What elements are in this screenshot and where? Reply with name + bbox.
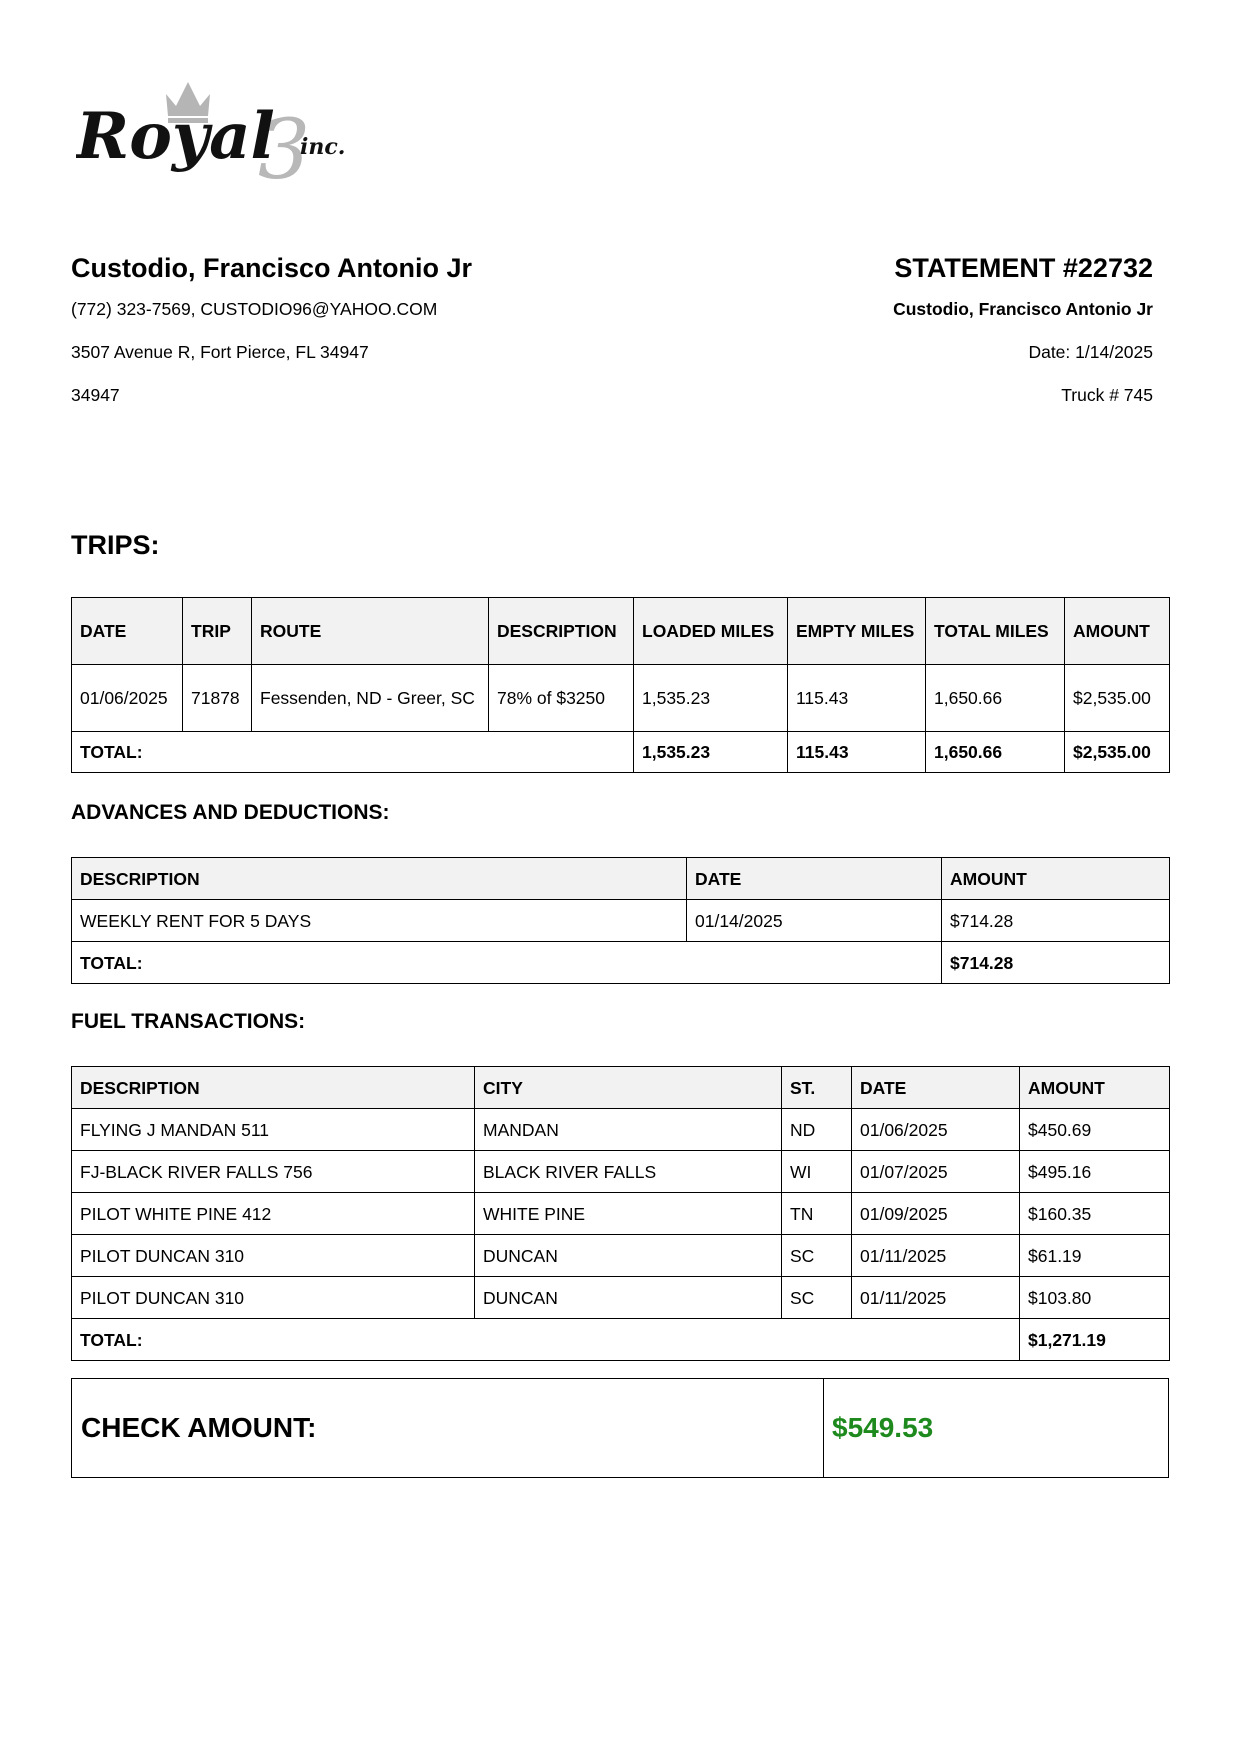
fuel-city: WHITE PINE — [475, 1193, 782, 1235]
total-label: TOTAL: — [72, 1319, 1020, 1361]
fuel-state: TN — [782, 1193, 852, 1235]
trip-description: 78% of $3250 — [489, 665, 634, 732]
logo-suffix: inc. — [300, 134, 346, 160]
driver-name: Custodio, Francisco Antonio Jr — [71, 253, 473, 283]
total-empty-miles: 115.43 — [788, 732, 926, 773]
trip-route: Fessenden, ND - Greer, SC — [252, 665, 489, 732]
truck-number: Truck # 745 — [1061, 385, 1153, 405]
advances-table — [71, 857, 1170, 984]
fuel-amount: $61.19 — [1020, 1235, 1170, 1277]
total-row — [72, 732, 1170, 773]
total-amount: $2,535.00 — [1065, 732, 1170, 773]
column-header-city: CITY — [475, 1067, 782, 1109]
driver-address: 3507 Avenue R, Fort Pierce, FL 34947 — [71, 342, 369, 362]
column-header-loaded-miles: LOADED MILES — [634, 598, 788, 665]
table-row — [72, 1235, 1170, 1277]
total-row — [72, 1319, 1170, 1361]
column-header-description: DESCRIPTION — [489, 598, 634, 665]
table-row — [72, 1277, 1170, 1319]
statement-title: STATEMENT #22732 — [894, 253, 1153, 283]
trips-table — [71, 597, 1170, 773]
column-header-amount: AMOUNT — [1065, 598, 1170, 665]
fuel-city: DUNCAN — [475, 1277, 782, 1319]
table-header-row — [72, 598, 1170, 665]
total-loaded-miles: 1,535.23 — [634, 732, 788, 773]
trips-heading: TRIPS: — [71, 530, 160, 560]
check-amount-value: $549.53 — [832, 1412, 934, 1443]
fuel-date: 01/09/2025 — [852, 1193, 1020, 1235]
total-label: TOTAL: — [72, 732, 634, 773]
fuel-description: FLYING J MANDAN 511 — [72, 1109, 475, 1151]
company-logo — [76, 78, 386, 188]
column-header-description: DESCRIPTION — [72, 858, 687, 900]
trip-loaded-miles: 1,535.23 — [634, 665, 788, 732]
fuel-amount: $160.35 — [1020, 1193, 1170, 1235]
column-header-trip: TRIP — [183, 598, 252, 665]
fuel-description: PILOT WHITE PINE 412 — [72, 1193, 475, 1235]
table-row — [72, 1151, 1170, 1193]
fuel-state: SC — [782, 1277, 852, 1319]
advance-description: WEEKLY RENT FOR 5 DAYS — [72, 900, 687, 942]
total-total-miles: 1,650.66 — [926, 732, 1065, 773]
fuel-state: ND — [782, 1109, 852, 1151]
driver-contact: (772) 323-7569, CUSTODIO96@YAHOO.COM — [71, 299, 438, 319]
fuel-city: BLACK RIVER FALLS — [475, 1151, 782, 1193]
total-row — [72, 942, 1170, 984]
statement-name: Custodio, Francisco Antonio Jr — [893, 299, 1153, 319]
column-header-date: DATE — [72, 598, 183, 665]
fuel-description: PILOT DUNCAN 310 — [72, 1277, 475, 1319]
column-header-state: ST. — [782, 1067, 852, 1109]
total-amount: $1,271.19 — [1020, 1319, 1170, 1361]
column-header-date: DATE — [687, 858, 942, 900]
check-amount-box — [71, 1378, 1169, 1478]
advance-date: 01/14/2025 — [687, 900, 942, 942]
column-header-amount: AMOUNT — [1020, 1067, 1170, 1109]
fuel-date: 01/06/2025 — [852, 1109, 1020, 1151]
fuel-city: MANDAN — [475, 1109, 782, 1151]
column-header-route: ROUTE — [252, 598, 489, 665]
fuel-date: 01/07/2025 — [852, 1151, 1020, 1193]
fuel-amount: $450.69 — [1020, 1109, 1170, 1151]
fuel-heading: FUEL TRANSACTIONS: — [71, 1010, 306, 1033]
fuel-date: 01/11/2025 — [852, 1235, 1020, 1277]
column-header-description: DESCRIPTION — [72, 1067, 475, 1109]
column-header-date: DATE — [852, 1067, 1020, 1109]
fuel-description: PILOT DUNCAN 310 — [72, 1235, 475, 1277]
table-header-row — [72, 858, 1170, 900]
fuel-city: DUNCAN — [475, 1235, 782, 1277]
fuel-amount: $103.80 — [1020, 1277, 1170, 1319]
column-header-empty-miles: EMPTY MILES — [788, 598, 926, 665]
check-amount-label: CHECK AMOUNT: — [72, 1379, 824, 1477]
trip-empty-miles: 115.43 — [788, 665, 926, 732]
statement-date: Date: 1/14/2025 — [1028, 342, 1153, 362]
advance-amount: $714.28 — [942, 900, 1170, 942]
logo-numeral: 3 — [258, 103, 311, 188]
column-header-amount: AMOUNT — [942, 858, 1170, 900]
fuel-description: FJ-BLACK RIVER FALLS 756 — [72, 1151, 475, 1193]
driver-zip: 34947 — [71, 385, 120, 405]
table-header-row — [72, 1067, 1170, 1109]
trip-total-miles: 1,650.66 — [926, 665, 1065, 732]
table-row — [72, 1193, 1170, 1235]
trip-date: 01/06/2025 — [72, 665, 183, 732]
advances-heading: ADVANCES AND DEDUCTIONS: — [71, 801, 390, 824]
column-header-total-miles: TOTAL MILES — [926, 598, 1065, 665]
table-row — [72, 1109, 1170, 1151]
total-amount: $714.28 — [942, 942, 1170, 984]
fuel-table — [71, 1066, 1170, 1361]
fuel-state: WI — [782, 1151, 852, 1193]
logo-word: Royal — [76, 99, 275, 174]
statement-info — [633, 248, 1153, 406]
fuel-amount: $495.16 — [1020, 1151, 1170, 1193]
fuel-state: SC — [782, 1235, 852, 1277]
trip-number: 71878 — [183, 665, 252, 732]
fuel-date: 01/11/2025 — [852, 1277, 1020, 1319]
table-row — [72, 900, 1170, 942]
table-row — [72, 665, 1170, 732]
driver-info — [71, 248, 671, 406]
trip-amount: $2,535.00 — [1065, 665, 1170, 732]
total-label: TOTAL: — [72, 942, 942, 984]
